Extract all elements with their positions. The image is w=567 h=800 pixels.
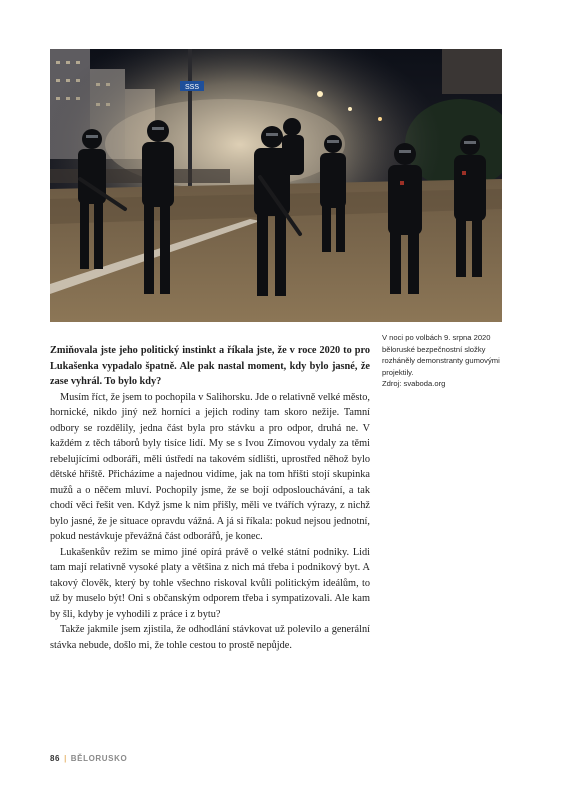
caption-source: Zdroj: svaboda.org [382, 379, 446, 389]
article-body [50, 343, 370, 653]
article-photo [50, 49, 502, 322]
section-title: BĚLORUSKO [70, 754, 128, 763]
interview-question: Zmiňovala jste jeho politický instinkt a říkala jste, že v roce 2020 to pro Lukašenka vypadalo špatně. Ale pak nastal moment, kdy bylo jasné, že zase vyhrál. To bylo kdy? [50, 345, 370, 387]
photo-caption [382, 332, 512, 390]
riot-police-photo [50, 49, 502, 322]
footer-separator: | [64, 754, 67, 763]
page-footer [50, 754, 127, 763]
article-paragraph: Musím říct, že jsem to pochopila v Salihorsku. Jde o relativně velké město, hornické, nikdo jiný než horníci a jejich rodiny tam skoro nežije. Tamní odbory se rozdělily, jedna část byla pro stávku a pro odpor, druhá ne. V každém z těch táborů byly tisíce lidí. My se s Ivou Zímovou vydaly za těmi rebelujícími odboráři, měli ústředí na takovém sídlišti, uprostřed něhož bylo dětské hřiště. Přicházíme a najednou vidíme, jak na tom hřišti stojí skupinka mužů a o něčem mluví. Pochopily jsme, že se bojí odposlouchávání, a tak chodí věci řešit ven. Když jsme k nim přišly, měli ve tvářích výrazy, z nichž bylo jasné, že je situace opravdu vážná. A já si říkala: pokud nejsou jednotní, pokud nestávkuje převážná část odborářů, je konec. [50, 391, 370, 542]
article-paragraph: Lukašenkův režim se mimo jiné opírá právě o velké státní podniky. Lidi tam mají relativně vysoké platy a většina z nich má třeba i podnikový byt. A takový člověk, který by tohle všechno riskoval kvůli politickým ideálům, to už by muselo být! Oni s občanským odporem třeba i sympatizovali. Ale kam by šli, kdyby je vyhodili z práce i z bytu? [50, 546, 370, 620]
road-sign-text: SSS [184, 84, 200, 91]
article-paragraph: Takže jakmile jsem zjistila, že odhodlání stávkovat už polevilo a generální stávka nebude, došlo mi, že tohle cestou to prostě nepůjde. [50, 624, 370, 651]
caption-text: V noci po volbách 9. srpna 2020 běloruské bezpečnostní složky rozháněly demonstranty gumovými projektily. [382, 333, 500, 377]
page-number: 86 [50, 754, 61, 763]
